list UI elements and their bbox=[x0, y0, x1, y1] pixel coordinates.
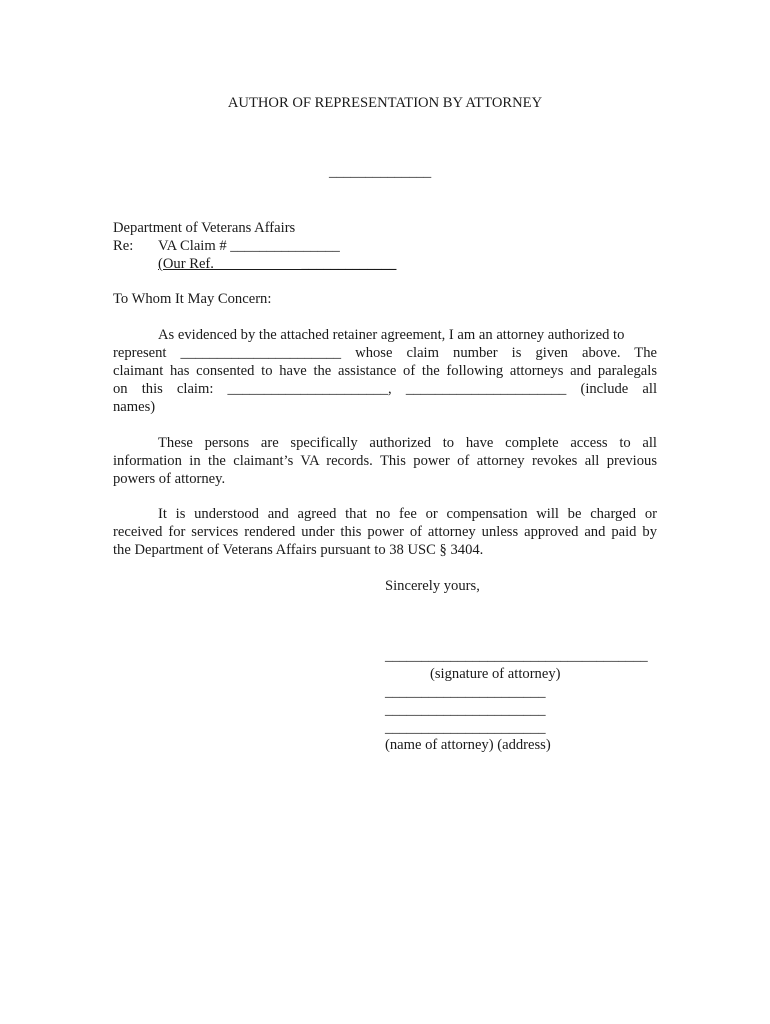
para1-line: As evidenced by the attached retainer agreement, I am an attorney authorized to bbox=[158, 327, 625, 343]
para1-line: represent ______________________ whose claim number is given above. The bbox=[113, 345, 657, 361]
salutation: To Whom It May Concern: bbox=[113, 291, 272, 307]
para1-line: on this claim: ______________________, ______________________ (include all bbox=[113, 381, 657, 397]
para2-line: powers of attorney. bbox=[113, 471, 226, 487]
address-line-3: ______________________ bbox=[385, 720, 546, 736]
para1-line: names) bbox=[113, 399, 156, 415]
closing: Sincerely yours, bbox=[385, 578, 480, 594]
our-ref-blank: _____________ bbox=[301, 256, 397, 272]
para2-line: These persons are specifically authorized to have complete access to all bbox=[158, 435, 657, 451]
date-blank: ______________ bbox=[329, 164, 432, 180]
para3-line: received for services rendered under this power of attorney unless approved and paid by bbox=[113, 524, 657, 540]
signature-label: (signature of attorney) bbox=[430, 666, 561, 682]
our-ref bbox=[158, 255, 396, 273]
para3-line: the Department of Veterans Affairs pursuant to 38 USC § 3404. bbox=[113, 542, 484, 558]
para1-line: claimant has consented to have the assistance of the following attorneys and paralegals bbox=[113, 363, 657, 379]
para3-line: It is understood and agreed that no fee or compensation will be charged or bbox=[158, 506, 657, 522]
name-address-label: (name of attorney) (address) bbox=[385, 737, 551, 753]
para2-line: information in the claimant’s VA records. This power of attorney revokes all previous bbox=[113, 453, 657, 469]
address-line-1: ______________________ bbox=[385, 684, 546, 700]
re-claim: VA Claim # _______________ bbox=[158, 238, 340, 254]
recipient: Department of Veterans Affairs bbox=[113, 220, 296, 236]
document-title: AUTHOR OF REPRESENTATION BY ATTORNEY bbox=[227, 95, 543, 111]
address-line-2: ______________________ bbox=[385, 702, 546, 718]
signature-line: ____________________________________ bbox=[385, 648, 648, 664]
our-ref-label: (Our Ref. bbox=[158, 256, 302, 272]
re-label: Re: bbox=[113, 238, 134, 254]
